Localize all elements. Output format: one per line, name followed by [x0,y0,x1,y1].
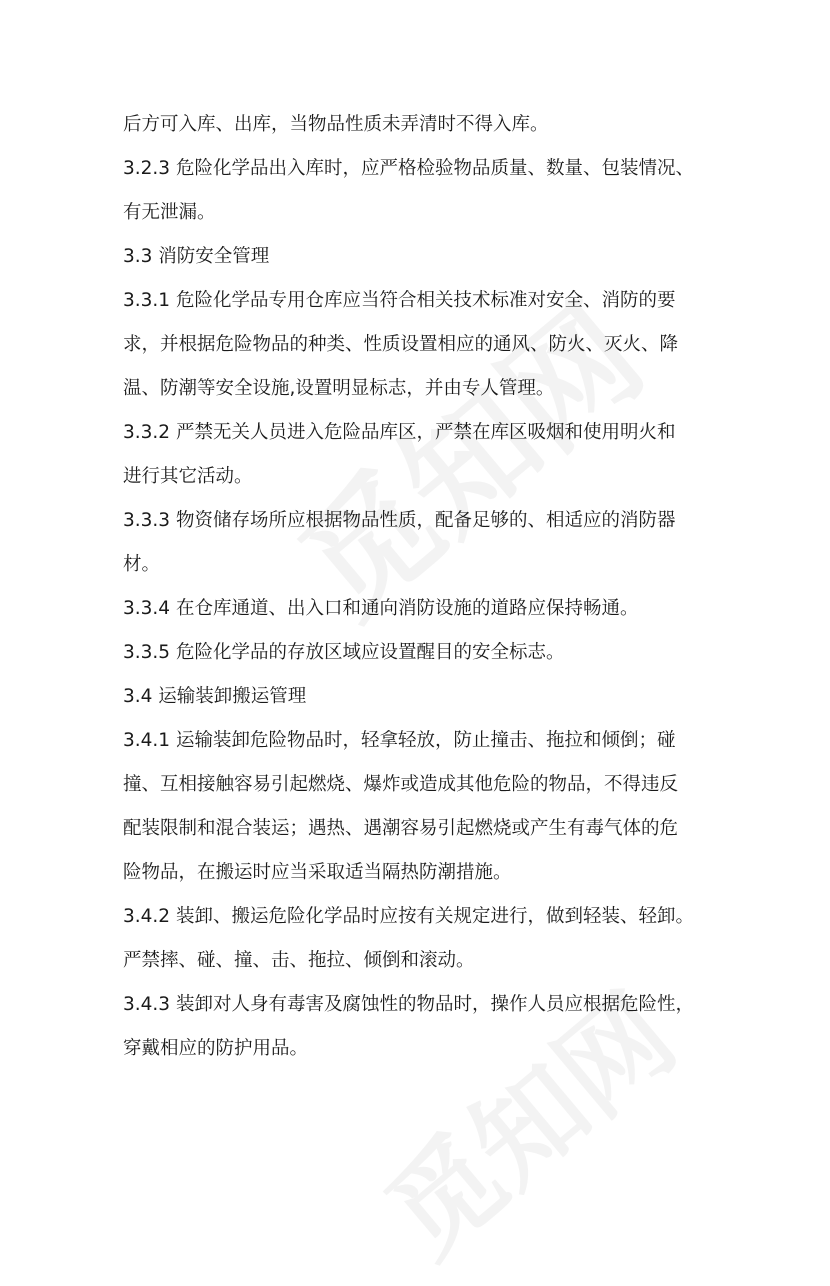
paragraph-line: 严禁摔、碰、撞、击、拖拉、倾倒和滚动。 [123,950,475,971]
section-heading: 3.3 消防安全管理 [123,246,270,267]
paragraph-line: 3.2.3 危险化学品出入库时，应严格检验物品质量、数量、包装情况、 [123,158,694,179]
paragraph-line: 材。 [123,554,161,575]
paragraph-line: 撞、互相接触容易引起燃烧、爆炸或造成其他危险的物品，不得违反 [123,774,679,795]
paragraph-line: 3.4.3 装卸对人身有毒害及腐蚀性的物品时，操作人员应根据危险性， [123,994,694,1015]
paragraph-line: 穿戴相应的防护用品。 [123,1038,309,1059]
paragraph-line: 温、防潮等安全设施,设置明显标志，并由专人管理。 [123,378,555,399]
paragraph-line: 3.3.5 危险化学品的存放区域应设置醒目的安全标志。 [123,642,565,663]
paragraph-line: 进行其它活动。 [123,466,253,487]
paragraph-line: 3.4.1 运输装卸危险物品时，轻拿轻放，防止撞击、拖拉和倾倒；碰 [123,730,676,751]
paragraph-line: 配装限制和混合装运；遇热、遇潮容易引起燃烧或产生有毒气体的危 [123,818,679,839]
paragraph-line: 后方可入库、出库，当物品性质未弄清时不得入库。 [123,114,549,135]
paragraph-line: 3.4.2 装卸、搬运危险化学品时应按有关规定进行，做到轻装、轻卸。 [123,906,694,927]
paragraph-line: 3.3.3 物资储存场所应根据物品性质，配备足够的、相适应的消防器 [123,510,676,531]
paragraph-line: 3.3.2 严禁无关人员进入危险品库区，严禁在库区吸烟和使用明火和 [123,422,676,443]
paragraph-line: 3.3.1 危险化学品专用仓库应当符合相关技术标准对安全、消防的要 [123,290,676,311]
section-heading: 3.4 运输装卸搬运管理 [123,686,307,707]
paragraph-line: 险物品，在搬运时应当采取适当隔热防潮措施。 [123,862,512,883]
paragraph-line: 有无泄漏。 [123,202,216,223]
paragraph-line: 求，并根据危险物品的种类、性质设置相应的通风、防火、灭火、降 [123,334,679,355]
paragraph-line: 3.3.4 在仓库通道、出入口和通向消防设施的道路应保持畅通。 [123,598,639,619]
document-body [123,103,723,1071]
